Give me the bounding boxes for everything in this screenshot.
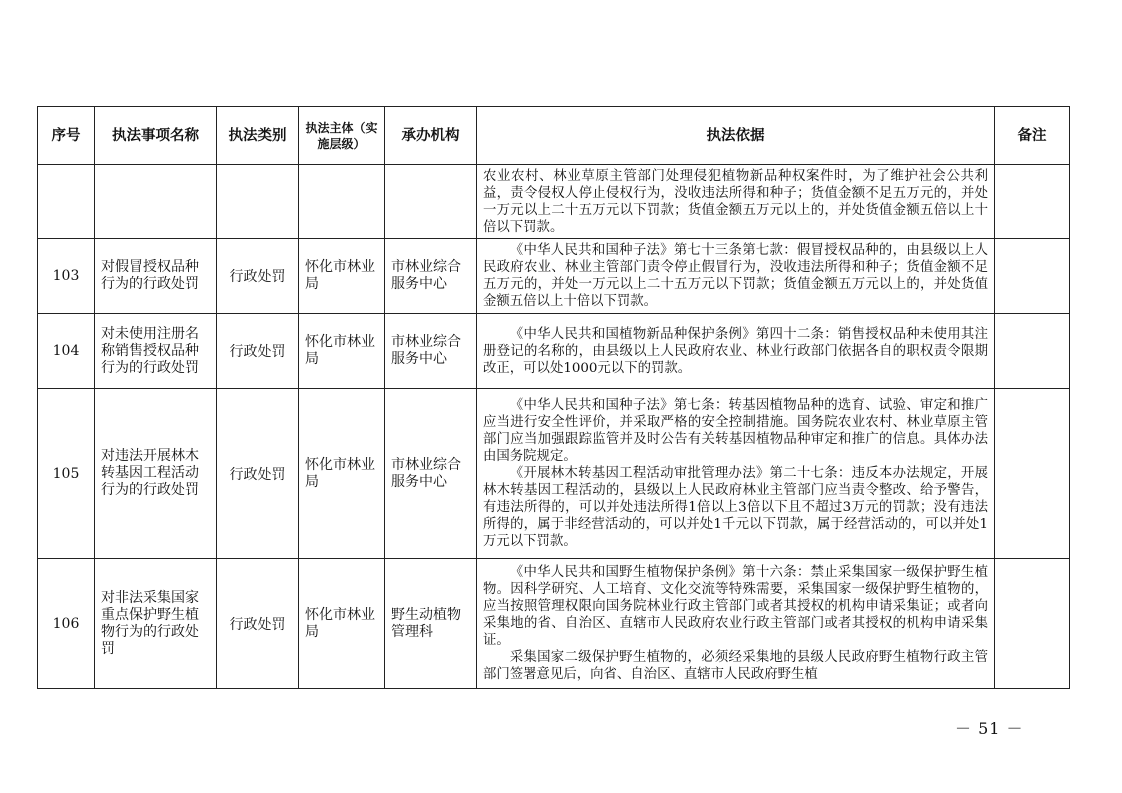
basis-paragraph: 《中华人民共和国野生植物保护条例》第十六条：禁止采集国家一级保护野生植物。因科学研究、人工培育、文化交流等特殊需要，采集国家一级保护野生植物的，应当按照管理权限向国务院林业行政主管部门或者其授权的机构申请采集证；或者向采集地的省、自治区、直辖市人民政府农业行政主管部门或者其授权的机构申请采集证。 [483,565,988,648]
basis-paragraph: 《中华人民共和国植物新品种保护条例》第四十二条：销售授权品种未使用其注册登记的名称的，由县级以上人民政府农业、林业行政部门依据各自的职权责令限期改正，可以处1000元以下的罚款。 [483,326,988,376]
enforcement-table [37,106,1070,689]
cell-subject: 怀化市林业局 [299,559,385,689]
cell-name: 对未使用注册名称销售授权品种行为的行政处罚 [95,314,217,389]
cell-name: 对违法开展林木转基因工程活动行为的行政处罚 [95,389,217,559]
cell-basis [477,314,995,389]
cell-remark [995,389,1070,559]
page-number: － 51 － [955,719,1024,738]
table-row [38,314,1070,389]
cell-name [95,165,217,239]
cell-org: 市林业综合服务中心 [385,314,477,389]
header-name: 执法事项名称 [95,107,217,165]
cell-type: 行政处罚 [217,389,299,559]
header-basis: 执法依据 [477,107,995,165]
basis-paragraph: 农业农村、林业草原主管部门处理侵犯植物新品种权案件时，为了维护社会公共利益，责令侵权人停止侵权行为，没收违法所得和种子；货值金额不足五万元的，并处一万元以上二十五万元以下罚款；货值金额五万元以上的，并处货值金额五倍以上十倍以下罚款。 [483,168,988,235]
cell-type [217,165,299,239]
header-row [38,107,1070,165]
cell-seq [38,165,95,239]
cell-remark [995,314,1070,389]
cell-subject: 怀化市林业局 [299,389,385,559]
header-type: 执法类别 [217,107,299,165]
cell-seq: 103 [38,239,95,314]
cell-type: 行政处罚 [217,559,299,689]
table-row [38,389,1070,559]
table-row [38,239,1070,314]
cell-seq: 105 [38,389,95,559]
cell-remark [995,239,1070,314]
cell-type: 行政处罚 [217,239,299,314]
cell-org: 市林业综合服务中心 [385,239,477,314]
basis-paragraph: 《中华人民共和国种子法》第七十三条第七款：假冒授权品种的，由县级以上人民政府农业、林业主管部门责令停止假冒行为，没收违法所得和种子；货值金额不足五万元的，并处一万元以上二十五万元以下罚款；货值金额五万元以上的，并处货值金额五倍以上十倍以下罚款。 [483,243,988,309]
cell-subject [299,165,385,239]
cell-subject: 怀化市林业局 [299,239,385,314]
basis-paragraph: 《中华人民共和国种子法》第七条：转基因植物品种的选育、试验、审定和推广应当进行安全性评价，并采取严格的安全控制措施。国务院农业农村、林业草原主管部门应当加强跟踪监管并及时公告有关转基因植物品种审定和推广的信息。具体办法由国务院规定。 [483,398,988,464]
cell-remark [995,559,1070,689]
cell-name: 对假冒授权品种行为的行政处罚 [95,239,217,314]
header-subject: 执法主体（实施层级） [299,107,385,165]
cell-subject: 怀化市林业局 [299,314,385,389]
cell-seq: 106 [38,559,95,689]
header-remark: 备注 [995,107,1070,165]
cell-basis [477,165,995,239]
cell-name: 对非法采集国家重点保护野生植物行为的行政处罚 [95,559,217,689]
cell-org [385,165,477,239]
cell-org: 野生动植物管理科 [385,559,477,689]
cell-type: 行政处罚 [217,314,299,389]
cell-seq: 104 [38,314,95,389]
cell-basis [477,239,995,314]
cell-basis [477,559,995,689]
cell-remark [995,165,1070,239]
header-org: 承办机构 [385,107,477,165]
header-seq: 序号 [38,107,95,165]
table-row [38,559,1070,689]
cell-basis [477,389,995,559]
cell-org: 市林业综合服务中心 [385,389,477,559]
table-row [38,165,1070,239]
basis-paragraph: 采集国家二级保护野生植物的，必须经采集地的县级人民政府野生植物行政主管部门签署意见后，向省、自治区、直辖市人民政府野生植 [483,650,988,682]
basis-paragraph: 《开展林木转基因工程活动审批管理办法》第二十七条：违反本办法规定，开展林木转基因工程活动的，县级以上人民政府林业主管部门应当责令整改、给予警告，有违法所得的，可以并处违法所得1倍以上3倍以下且不超过3万元的罚款；没有违法所得的，属于非经营活动的，可以并处1千元以下罚款，属于经营活动的，可以并处1万元以下罚款。 [483,466,988,549]
